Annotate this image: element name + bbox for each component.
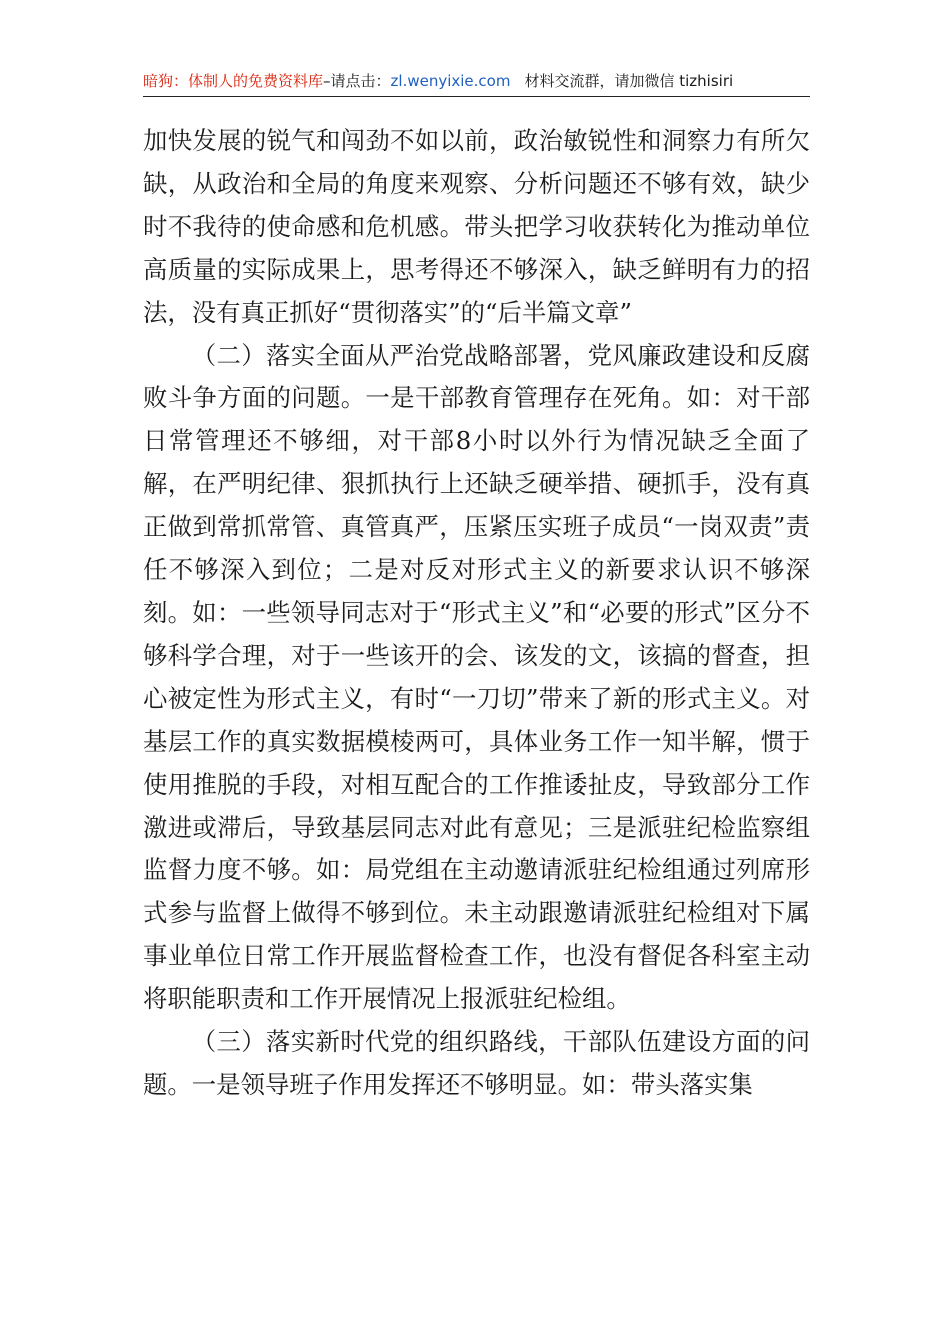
- header-link[interactable]: zl.wenyixie.com: [390, 72, 511, 90]
- paragraph-3: （三）落实新时代党的组织路线，干部队伍建设方面的问题。一是领导班子作用发挥还不够明显。如：带头落实集: [143, 1027, 810, 1099]
- document-body: [143, 120, 810, 1107]
- header-brand: 暗狗：体制人的免费资料库: [143, 72, 324, 90]
- paragraph-1: 加快发展的锐气和闯劲不如以前，政治敏锐性和洞察力有所欠缺，从政治和全局的角度来观察、分析问题还不够有效，缺少时不我待的使命感和危机感。带头把学习收获转化为推动单位高质量的实际成果上，思考得还不够深入，缺乏鲜明有力的招法，没有真正抓好“贯彻落实”的“后半篇文章”: [143, 126, 810, 327]
- paragraph-2: （二）落实全面从严治党战略部署，党风廉政建设和反腐败斗争方面的问题。一是干部教育管理存在死角。如：对干部日常管理还不够细，对干部8小时以外行为情况缺乏全面了解，在严明纪律、狠抓执行上还缺乏硬举措、硬抓手，没有真正做到常抓常管、真管真严，压紧压实班子成员“一岗双责”责任不够深入到位；二是对反对形式主义的新要求认识不够深刻。如：一些领导同志对于“形式主义”和“必要的形式”区分不够科学合理，对于一些该开的会、该发的文，该搞的督查，担心被定性为形式主义，有时“一刀切”带来了新的形式主义。对基层工作的真实数据模棱两可，具体业务工作一知半解，惯于使用推脱的手段，对相互配合的工作推诿扯皮，导致部分工作激进或滞后，导致基层同志对此有意见；三是派驻纪检监察组监督力度不够。如：局党组在主动邀请派驻纪检组通过列席形式参与监督上做得不够到位。未主动跟邀请派驻纪检组对下属事业单位日常工作开展监督检查工作，也没有督促各科室主动将职能职责和工作开展情况上报派驻纪检组。: [143, 340, 810, 1014]
- header-group-note: 材料交流群，请加微信 tizhisiri: [524, 72, 734, 90]
- header-prompt: –请点击：: [323, 72, 391, 90]
- page-header: [143, 66, 810, 97]
